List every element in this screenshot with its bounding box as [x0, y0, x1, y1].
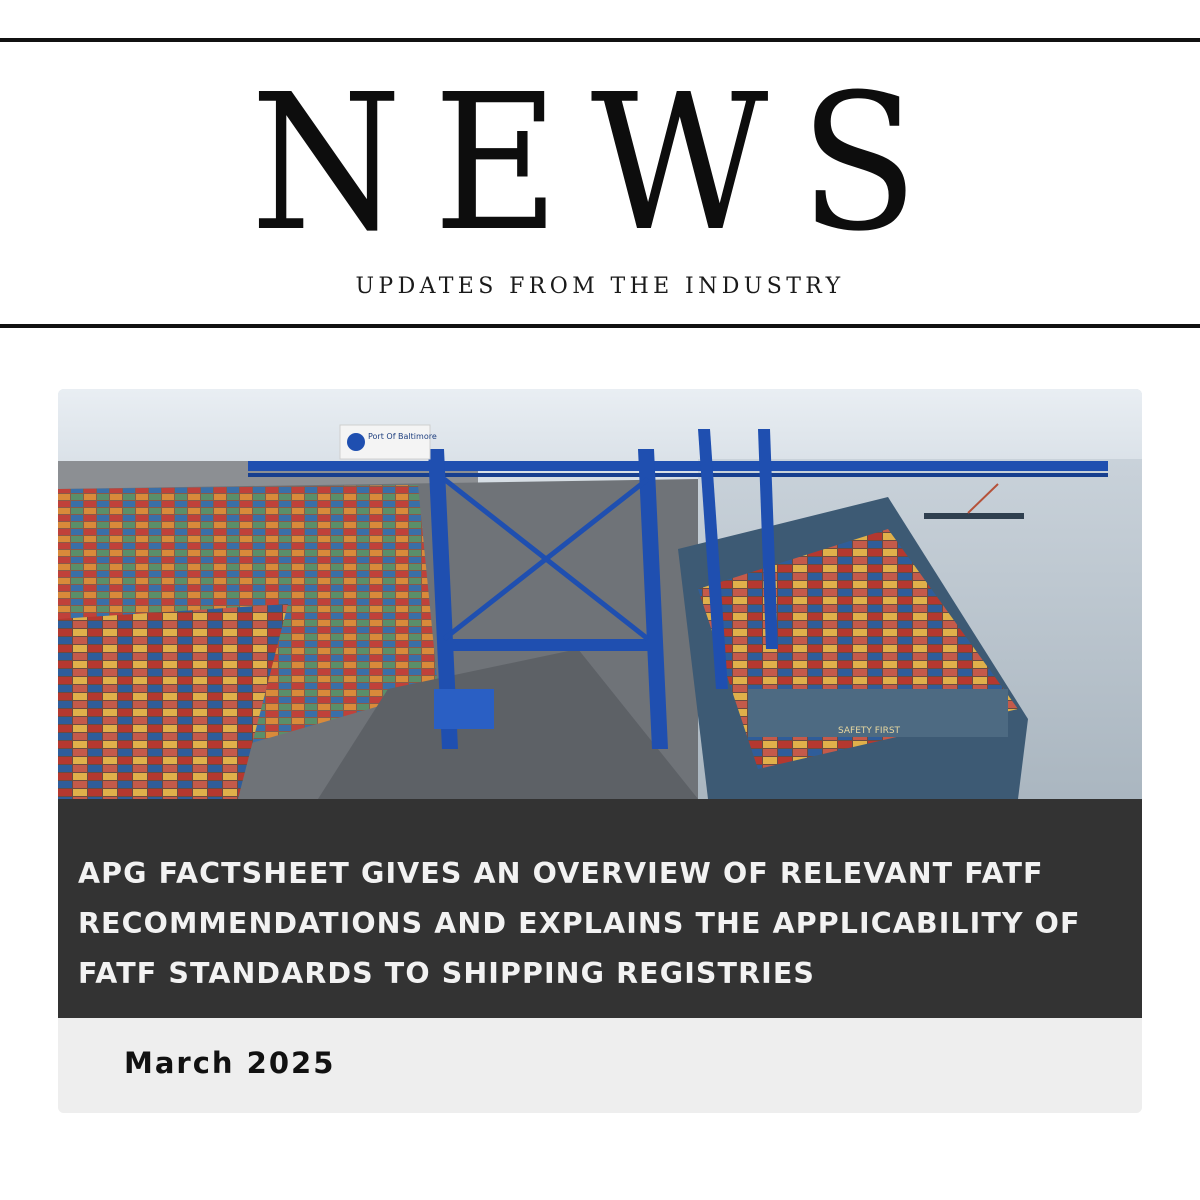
- article-headline[interactable]: APG FACTSHEET GIVES AN OVERVIEW OF RELEVANT FATF RECOMMENDATIONS AND EXPLAINS THE APPLICABILITY OF FATF STANDARDS TO SHIPPING REGISTRIES: [78, 857, 1081, 990]
- news-card[interactable]: [58, 389, 1142, 1113]
- bottom-rule: [0, 324, 1200, 328]
- masthead-tagline: UPDATES FROM THE INDUSTRY: [355, 274, 845, 299]
- ship-hull-label: SAFETY FIRST: [838, 726, 901, 736]
- port-photo: [58, 389, 1142, 799]
- article-date: March 2025: [124, 1046, 336, 1080]
- headline-panel: [58, 799, 1142, 1018]
- date-panel: [58, 1018, 1142, 1113]
- port-photo-illustration: [58, 389, 1142, 799]
- top-rule: [0, 38, 1200, 42]
- masthead-title: NEWS: [250, 54, 950, 273]
- crane-sign-label: Port Of Baltimore: [368, 432, 437, 441]
